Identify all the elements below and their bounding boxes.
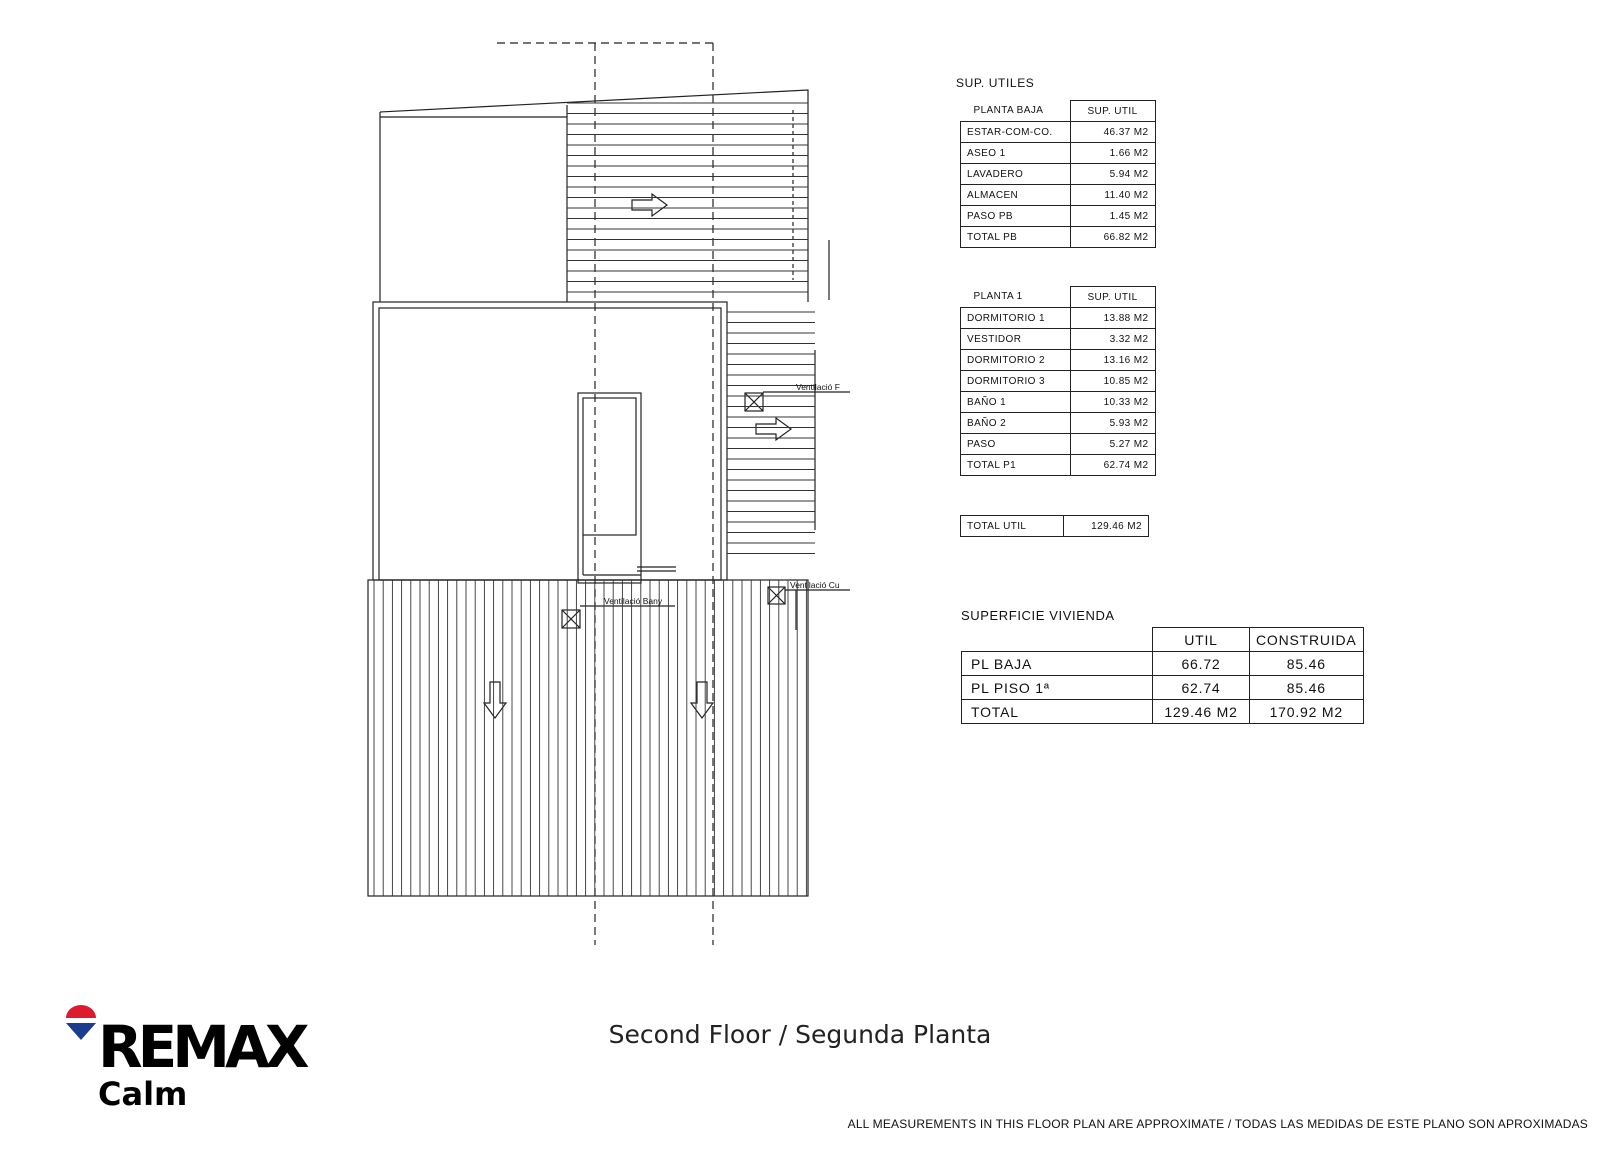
construida-area: 85.46 (1250, 676, 1364, 700)
room-area: 3.32 M2 (1070, 329, 1155, 350)
room-area: 13.88 M2 (1070, 308, 1155, 329)
util-area: 129.46 M2 (1153, 700, 1250, 724)
room-name: ALMACEN (961, 185, 1071, 206)
table-row (961, 413, 1156, 434)
util-column-header: UTIL (1153, 628, 1250, 652)
table-row (961, 434, 1156, 455)
room-name: VESTIDOR (961, 329, 1071, 350)
upper-room (373, 302, 727, 580)
room-area: 5.94 M2 (1070, 164, 1155, 185)
room-name: LAVADERO (961, 164, 1071, 185)
floor-name: PL BAJA (962, 652, 1153, 676)
util-area: 66.72 (1153, 652, 1250, 676)
table-row (962, 676, 1364, 700)
room-name: BAÑO 1 (961, 392, 1071, 413)
construida-area: 85.46 (1250, 652, 1364, 676)
table-row (961, 164, 1156, 185)
vent-label: Ventilació F (796, 382, 840, 392)
room-area: 46.37 M2 (1070, 122, 1155, 143)
room-area: 5.27 M2 (1070, 434, 1155, 455)
table-row (961, 329, 1156, 350)
room-area: 62.74 M2 (1070, 455, 1155, 476)
table-row (962, 652, 1364, 676)
total-util-table (960, 515, 1149, 537)
planta-1-table (960, 286, 1156, 476)
upper-roof-outline (380, 90, 808, 302)
superficie-title: SUPERFICIE VIVIENDA (961, 608, 1115, 623)
floor-name: TOTAL (962, 700, 1153, 724)
room-name: ESTAR-COM-CO. (961, 122, 1071, 143)
room-area: 5.93 M2 (1070, 413, 1155, 434)
logo-wordmark: REMAX (98, 1013, 305, 1081)
room-name: ASEO 1 (961, 143, 1071, 164)
vent-label: Ventilació Bany (604, 596, 663, 606)
room-name: DORMITORIO 1 (961, 308, 1071, 329)
construida-area: 170.92 M2 (1250, 700, 1364, 724)
room-area: 1.45 M2 (1070, 206, 1155, 227)
room-name: PASO (961, 434, 1071, 455)
plan-caption: Second Floor / Segunda Planta (608, 1020, 992, 1049)
vent-label: Ventilació Cu (790, 580, 840, 590)
table-row (961, 455, 1156, 476)
construida-column-header: CONSTRUIDA (1250, 628, 1364, 652)
util-area: 62.74 (1153, 676, 1250, 700)
room-name: TOTAL P1 (961, 455, 1071, 476)
table-row (961, 350, 1156, 371)
table-row (961, 371, 1156, 392)
table-row (961, 185, 1156, 206)
room-area: 66.82 M2 (1070, 227, 1155, 248)
table-row (961, 392, 1156, 413)
empty-header-cell (962, 628, 1153, 652)
sup-utiles-title: SUP. UTILES (956, 76, 1035, 90)
room-name: PASO PB (961, 206, 1071, 227)
room-name: DORMITORIO 2 (961, 350, 1071, 371)
planta-baja-header: PLANTA BAJA (973, 105, 1044, 117)
total-util-value: 129.46 M2 (1064, 516, 1149, 537)
stair-well (578, 393, 641, 583)
logo-office-name: Calm (98, 1075, 188, 1113)
table-row (961, 206, 1156, 227)
room-area: 10.85 M2 (1070, 371, 1155, 392)
room-area: 11.40 M2 (1070, 185, 1155, 206)
room-area: 13.16 M2 (1070, 350, 1155, 371)
sup-util-column-header: SUP. UTIL (1070, 101, 1155, 122)
total-util-label: TOTAL UTIL (961, 516, 1064, 537)
room-name: DORMITORIO 3 (961, 371, 1071, 392)
sup-util-column-header: SUP. UTIL (1070, 287, 1155, 308)
room-name: BAÑO 2 (961, 413, 1071, 434)
table-row (961, 143, 1156, 164)
floor-name: PL PISO 1ª (962, 676, 1153, 700)
room-name: TOTAL PB (961, 227, 1071, 248)
planta-baja-table (960, 100, 1156, 248)
disclaimer-text: ALL MEASUREMENTS IN THIS FLOOR PLAN ARE APPROXIMATE / TODAS LAS MEDIDAS DE ESTE PLANO SON APROXIMADAS (847, 1117, 1588, 1131)
superficie-table (961, 627, 1364, 724)
room-area: 1.66 M2 (1070, 143, 1155, 164)
planta-1-header: PLANTA 1 (973, 291, 1023, 303)
table-row (961, 122, 1156, 143)
axis-lines (497, 43, 713, 945)
table-row (961, 227, 1156, 248)
table-row (961, 308, 1156, 329)
room-area: 10.33 M2 (1070, 392, 1155, 413)
table-row (962, 700, 1364, 724)
